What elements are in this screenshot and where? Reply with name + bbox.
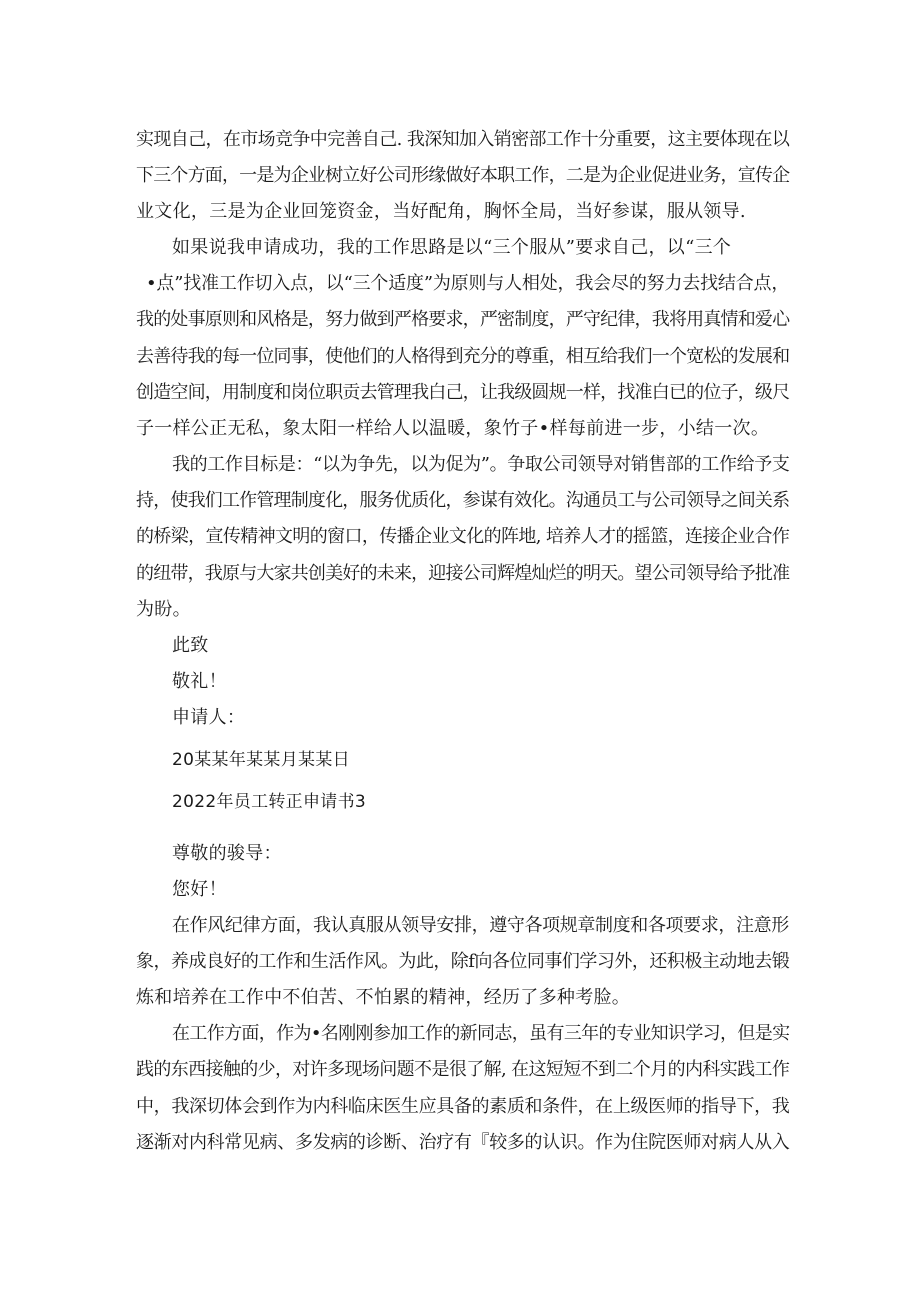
paragraph-line: 为盼。 bbox=[136, 599, 191, 620]
paragraph-line: 业文化，三是为企业回笼资金，当好配角，胸怀全局，当好参谋，服从领导. bbox=[136, 201, 746, 222]
paragraph-line: 在工作方面，作为•名刚刚参加工作的新同志，虽有三年的专业知识学习，但是实 bbox=[172, 1023, 790, 1044]
greeting-recipient: 尊敬的骏导： bbox=[172, 843, 282, 864]
paragraph-line: 践的东西接触的少，对许多现场问题不是很了解, 在这短短不到二个月的内科实践工作 bbox=[136, 1059, 790, 1080]
paragraph-line: 的纽带，我原与大家共创美好的未来，迎接公司辉煌灿烂的明天。望公司领导给予批准 bbox=[136, 563, 790, 584]
paragraph-line: 下三个方面，一是为企业树立好公司形缘做好本职工作，二是为企业促进业务，宣传企 bbox=[136, 165, 790, 186]
paragraph-line: 如果说我申请成功，我的工作思路是以“三个服从”要求自己，以“三个 bbox=[172, 237, 732, 258]
paragraph-line: 实现自己，在市场竞争中完善自己. 我深知加入销密部工作十分重要，这主要体现在以 bbox=[136, 129, 790, 150]
paragraph-line: 创造空间，用制度和岗位职贡去管理我白己，让我级圆规一样，找准白已的位子，级尺 bbox=[136, 382, 790, 403]
paragraph-line: 象，养成良好的工作和生活作风。为此，除f向各位同事们学习外，还积极主动地去锻 bbox=[136, 951, 790, 972]
section-title: 2022年员工转正申请书3 bbox=[172, 792, 366, 812]
greeting: 您好！ bbox=[172, 879, 227, 900]
paragraph-line: 子一样公正无私，象太阳一样给人以温暖，象竹子•样每前进一步，小结一次。 bbox=[136, 418, 770, 439]
paragraph-line: 逐渐对内科常见病、多发病的诊断、治疗有『较多的认识。作为住院医师对病人从入 bbox=[136, 1132, 790, 1153]
paragraph-line: 持，使我们工作管理制度化，服务优质化，参谋有效化。沟通员工与公司领导之间关系 bbox=[136, 490, 790, 511]
applicant-label: 申请人： bbox=[172, 707, 246, 728]
paragraph-line: 在作风纪律方面，我认真服从领导安排，遵守各项规章制度和各项要求，注意形 bbox=[172, 915, 789, 936]
closing-regards: 敬礼！ bbox=[172, 671, 227, 692]
paragraph-line: 的桥梁，宣传精神文明的窗口，传播企业文化的阵地, 培养人才的摇篮，连接企业合作 bbox=[136, 526, 790, 547]
paragraph-line: 我的处事原则和风格是，努力做到严格要求，严密制度，严守纪律，我将用真情和爱心 bbox=[136, 309, 790, 330]
date-line: 20某某年某某月某某日 bbox=[172, 750, 350, 770]
paragraph-line: 我的工作目标是：“以为争先，以为促为”。争取公司领导对销售部的工作给予支 bbox=[172, 454, 790, 475]
paragraph-line: 去善待我的每一位同事，使他们的人格得到充分的尊重，相互给我们一个宽松的发展和 bbox=[136, 346, 790, 367]
paragraph-line: 中，我深切体会到作为内科临床医生应具备的素质和条件，在上级医师的指导下，我 bbox=[136, 1096, 790, 1117]
paragraph-line: •点”找准工作切入点，以“三个适度”为原则与人相处，我会尽的努力去找结合点， bbox=[146, 273, 790, 294]
closing-salutation: 此致 bbox=[172, 635, 209, 656]
paragraph-line: 炼和培养在工作中不伯苦、不怕累的精神，经历了多种考脸。 bbox=[136, 987, 631, 1008]
